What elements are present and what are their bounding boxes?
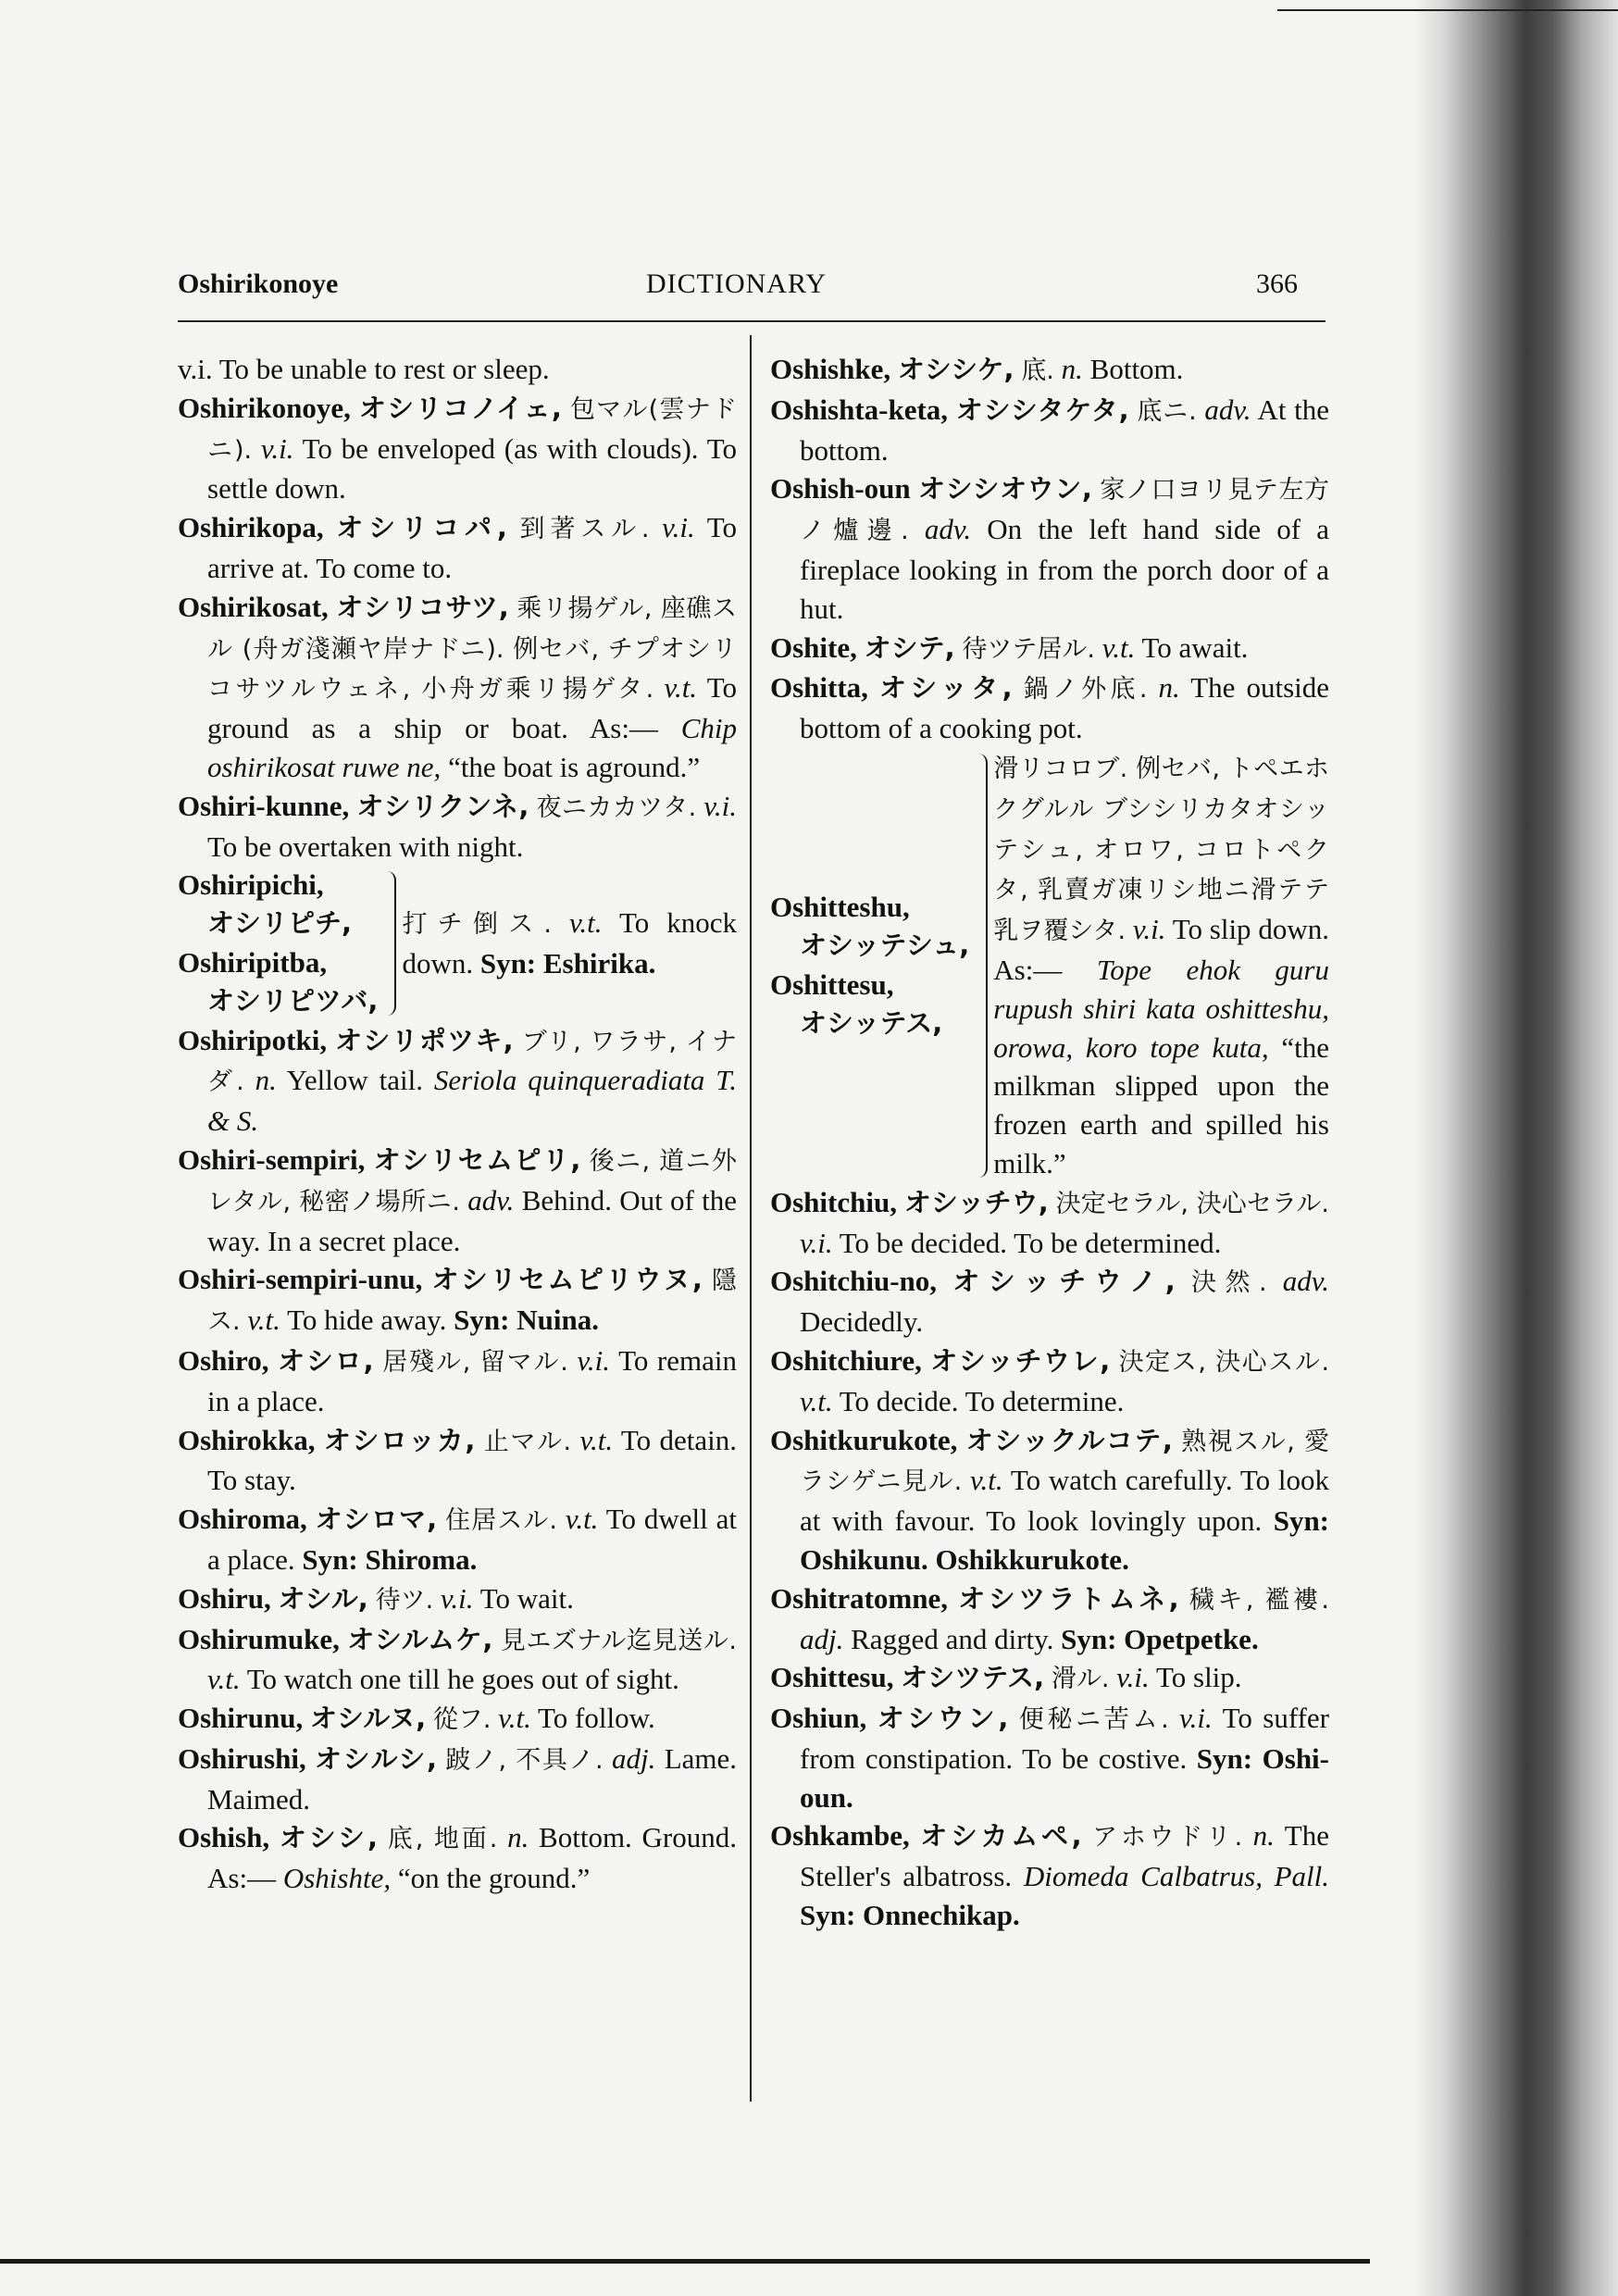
entry-definition: Lame. Maimed. — [207, 1741, 738, 1816]
entry-headword: Oshiripotki, — [178, 1023, 328, 1056]
entry-definition: To arrive at. To come to. — [207, 511, 738, 584]
entry-headword: Oshittesu, — [770, 1661, 894, 1694]
entry-japanese-gloss: 隱ス. — [207, 1267, 738, 1337]
top-edge-rule — [1277, 9, 1618, 11]
entry-definition: Ragged and dirty. — [851, 1622, 1054, 1655]
entry-synonym: Syn: Onnechikap. — [800, 1899, 1020, 1932]
group-katakana: オシリピツバ, — [207, 984, 379, 1017]
group-headword: Oshiripichi, — [178, 868, 324, 902]
entry-synonym: Syn: Nuina. — [454, 1304, 599, 1337]
entry-katakana: オシテ, — [864, 631, 955, 664]
entry-definition: To wait. — [479, 1581, 574, 1615]
entry-part-of-speech: adv. — [924, 513, 972, 546]
entry-katakana: オシッチウ, — [903, 1186, 1049, 1218]
entry-part-of-speech: v.t. — [664, 671, 698, 705]
group-definition — [993, 748, 1329, 1183]
dictionary-entry — [770, 629, 1329, 669]
entry-example-gloss: “the boat is aground.” — [448, 750, 701, 783]
entry-headword: Oshitchiure, — [770, 1343, 922, 1377]
group-definition — [402, 904, 737, 983]
entry-part-of-speech: v.t. — [800, 1384, 833, 1417]
entry-katakana: オシツテス, — [901, 1662, 1045, 1694]
entry-headword: Oshish, — [178, 1821, 270, 1854]
entry-definition: At the bottom. — [800, 393, 1330, 467]
entry-part-of-speech: n. — [1252, 1819, 1275, 1853]
entry-katakana: オシルシ, — [315, 1742, 437, 1775]
group-example: Tope ehok guru rupush shiri kata oshitteshu, orowa, koro tope kuta, — [993, 953, 1329, 1064]
entry-japanese-gloss: 熟視スル, 愛ラシゲニ見ル. — [800, 1427, 1330, 1497]
entry-definition: To be decided. To be determined. — [839, 1226, 1222, 1259]
dictionary-entry — [770, 469, 1329, 628]
entry-katakana: オシシケ, — [897, 354, 1014, 385]
entry-headword: Oshiru, — [178, 1581, 271, 1615]
entry-katakana: オシリコパ, — [336, 512, 507, 544]
entry-headword: Oshkambe, — [770, 1819, 910, 1853]
entry-japanese-gloss: 決然. — [1190, 1268, 1267, 1298]
entry-part-of-speech: v.i. — [703, 789, 737, 822]
dictionary-entry — [770, 1183, 1329, 1263]
entry-japanese-gloss: 待ツテ居ル. — [962, 634, 1095, 664]
entry-definition: The Steller's albatross. — [800, 1819, 1329, 1893]
entry-katakana: オシルヌ, — [310, 1703, 427, 1735]
entry-synonym: Syn: Oshikunu. Oshikkurukote. — [800, 1504, 1330, 1576]
entry-part-of-speech: v.i. — [1116, 1661, 1150, 1694]
entry-katakana: オシロッカ, — [323, 1424, 476, 1456]
entry-definition: To await. — [1141, 630, 1249, 664]
entry-katakana: オシリクンネ, — [356, 790, 529, 822]
entry-part-of-speech: v.i. — [662, 511, 695, 544]
entry-japanese-gloss: 後ニ, 道ニ外レタル, 秘密ノ場所ニ. — [207, 1146, 738, 1217]
entry-japanese-gloss: 夜ニカカツタ. — [536, 792, 697, 822]
entry-japanese-gloss: 從フ. — [432, 1705, 492, 1735]
left-column — [178, 350, 737, 1898]
column-divider — [750, 335, 752, 2102]
dictionary-entry — [178, 1500, 737, 1579]
entry-headword: Oshiroma, — [178, 1503, 307, 1536]
entry-katakana: オシル, — [278, 1582, 368, 1615]
right-column — [770, 350, 1329, 1935]
entry-definition: To ground as a ship or boat. As:— — [207, 671, 738, 745]
entry-part-of-speech: v.i. — [1179, 1702, 1213, 1735]
entry-definition: To dwell at a place. — [207, 1503, 737, 1576]
dictionary-entry — [770, 391, 1329, 470]
entry-headword: Oshitkurukote, — [770, 1423, 958, 1456]
group-headword: Oshittesu, — [770, 967, 894, 1001]
entry-example-gloss: “on the ground.” — [397, 1862, 591, 1895]
entry-part-of-speech: v.t. — [207, 1663, 241, 1696]
dictionary-entry — [770, 668, 1329, 748]
entry-headword: Oshishke, — [770, 353, 891, 385]
entry-japanese-gloss: 待ツ. — [375, 1585, 434, 1615]
entry-definition: Decidedly. — [800, 1305, 924, 1339]
entry-japanese-gloss: 底. — [1021, 356, 1054, 385]
entry-scientific-name: Diomeda Calbatrus, Pall. — [1023, 1860, 1330, 1893]
entry-katakana: オシックルコテ, — [965, 1424, 1173, 1456]
entry-japanese-gloss: 鍋ノ外底. — [1023, 675, 1148, 705]
bracketed-entry-group — [770, 748, 1329, 1183]
dictionary-entry — [178, 1421, 737, 1501]
entry-japanese-gloss: 滑ル. — [1051, 1665, 1110, 1694]
entry-headword: Oshirokka, — [178, 1423, 316, 1456]
entry-synonym: Syn: Opetpetke. — [1061, 1622, 1259, 1655]
entry-definition: To suffer from constipation. To be costive. — [800, 1702, 1329, 1775]
group-synonym: Syn: Eshirika. — [479, 946, 656, 980]
entry-headword: Oshirumuke, — [178, 1622, 340, 1655]
entry-japanese-gloss: 穢キ, 襤褸. — [1189, 1585, 1330, 1615]
entry-headword: Oshiro, — [178, 1343, 269, 1377]
entry-katakana: オシッチウノ, — [952, 1266, 1176, 1298]
dictionary-entry — [178, 1341, 737, 1421]
entry-katakana: オシツラトムネ, — [958, 1582, 1179, 1615]
dictionary-entry — [770, 350, 1329, 391]
entry-definition: To slip. — [1155, 1661, 1242, 1694]
dictionary-entry — [178, 350, 737, 389]
entry-headword: Oshitchiu-no, — [770, 1265, 938, 1298]
group-japanese-gloss: 打チ倒ス. — [402, 910, 552, 940]
dictionary-entry — [770, 1699, 1329, 1816]
entry-part-of-speech: v.t. — [565, 1503, 599, 1536]
entry-japanese-gloss: 包マル(雲ナドニ). — [207, 394, 737, 465]
entry-definition: The outside bottom of a cooking pot. — [800, 671, 1330, 745]
entry-part-of-speech: adv. — [1282, 1265, 1329, 1298]
entry-katakana: オシロ, — [278, 1344, 374, 1377]
entry-part-of-speech: v.t. — [498, 1702, 531, 1735]
entry-japanese-gloss: 到著スル. — [519, 515, 650, 544]
dictionary-entry — [770, 1341, 1329, 1421]
entry-part-of-speech: adv. — [467, 1183, 515, 1217]
dictionary-entry — [178, 1260, 737, 1341]
entry-headword: Oshirikopa, — [178, 511, 324, 544]
bracketed-entry-group — [178, 866, 737, 1020]
group-headword: Oshitteshu, — [770, 891, 910, 924]
entry-synonym: Syn: Oshi-oun. — [800, 1741, 1329, 1814]
entry-katakana: オシシ, — [279, 1822, 379, 1854]
entry-japanese-gloss: 便秘ニ苦ム. — [1018, 1705, 1169, 1735]
entry-part-of-speech: v.t. — [1101, 630, 1136, 664]
entry-part-of-speech: v.t. — [247, 1304, 280, 1337]
dictionary-entry — [178, 1021, 737, 1141]
entry-synonym: Syn: Shiroma. — [302, 1542, 478, 1576]
entry-katakana: オシリコサツ, — [336, 591, 509, 623]
entry-part-of-speech: adj. — [800, 1622, 844, 1655]
entry-part-of-speech: adj. — [611, 1741, 656, 1775]
entry-headword: Oshitratomne, — [770, 1581, 949, 1615]
entry-part-of-speech: v.i. — [800, 1226, 833, 1259]
entry-part-of-speech: n. — [255, 1064, 277, 1097]
header-headword: Oshirikonoye — [178, 268, 339, 299]
entry-japanese-gloss: 跛ノ, 不具ノ. — [445, 1745, 604, 1775]
dictionary-entry — [770, 1579, 1329, 1659]
group-katakana: オシリピチ, — [207, 907, 353, 940]
entry-japanese-gloss: 底ニ. — [1137, 396, 1197, 426]
entry-scientific-name: Seriola quinqueradiata T. & S. — [207, 1064, 737, 1138]
entry-headword: Oshiri-sempiri, — [178, 1142, 366, 1176]
group-headword: Oshiripitba, — [178, 945, 328, 979]
dictionary-entry — [178, 389, 737, 508]
entry-part-of-speech: v.i. — [260, 431, 294, 465]
dictionary-entry — [770, 1421, 1329, 1579]
page-number: 366 — [1256, 268, 1298, 299]
entry-definition: To follow. — [538, 1702, 655, 1735]
entry-part-of-speech: n. — [1061, 353, 1083, 385]
entry-headword: Oshirikosat, — [178, 590, 329, 623]
group-katakana: オシッテス, — [800, 1006, 943, 1039]
entry-japanese-gloss: 底, 地面. — [387, 1825, 498, 1854]
entry-japanese-gloss: 見エズナル迄見送ル. — [500, 1626, 738, 1655]
entry-headword: Oshirikonoye, — [178, 391, 351, 424]
entry-part-of-speech: v.t. — [579, 1423, 614, 1456]
entry-continuation: v.i. To be unable to rest or sleep. — [178, 353, 550, 385]
entry-headword: Oshitchiu, — [770, 1185, 897, 1218]
entry-katakana: オシリポツキ, — [335, 1024, 514, 1056]
entry-definition: Bottom. Ground. As:— — [207, 1821, 737, 1895]
entry-katakana: オシリセムピリ, — [373, 1143, 581, 1176]
running-header — [178, 268, 1326, 311]
entry-headword: Oshiri-sempiri-unu, — [178, 1263, 423, 1296]
entry-katakana: オシウン, — [877, 1703, 1009, 1735]
brace-bracket — [973, 754, 988, 1178]
entry-japanese-gloss: 決定セラル, 決心セラル. — [1055, 1189, 1329, 1218]
entry-definition: Yellow tail. — [286, 1064, 423, 1097]
entry-japanese-gloss: 住居スル. — [444, 1506, 557, 1536]
entry-katakana: オシロマ, — [315, 1504, 438, 1536]
entry-part-of-speech: v.i. — [577, 1343, 611, 1377]
entry-japanese-gloss: 決定ス, 決心スル. — [1118, 1347, 1330, 1377]
entry-japanese-gloss: 止マル. — [483, 1427, 572, 1456]
entry-definition: To be enveloped (as with clouds). To settle down. — [207, 431, 737, 505]
dictionary-entry — [178, 508, 737, 588]
entry-example: Chip oshirikosat ruwe ne, — [207, 712, 737, 783]
entry-headword: Oshish-oun — [770, 472, 911, 505]
entry-definition: To decide. To determine. — [839, 1384, 1125, 1417]
entry-example: Oshishte, — [282, 1862, 392, 1895]
group-definition-text: To slip down. As:— — [993, 913, 1329, 986]
group-example-gloss: “the milkman slipped upon the frozen earth and spilled his milk.” — [993, 1030, 1329, 1179]
entry-part-of-speech: v.t. — [970, 1464, 1003, 1497]
entry-definition: To watch one till he goes out of sight. — [246, 1663, 679, 1696]
entry-japanese-gloss: 乘リ揚ゲル, 座礁スル (舟ガ淺瀬ヤ岸ナドニ). 例セバ, チプオシリコサツルウェネ, 小舟ガ乘リ揚ゲタ. — [207, 593, 738, 705]
dictionary-entry — [178, 1579, 737, 1620]
entry-part-of-speech: adv. — [1204, 393, 1251, 426]
entry-headword: Oshirunu, — [178, 1702, 304, 1735]
entry-headword: Oshirushi, — [178, 1741, 306, 1775]
group-part-of-speech: v.t. — [568, 906, 603, 940]
entry-japanese-gloss: 居殘ル, 留マル. — [382, 1347, 568, 1377]
entry-katakana: オシリコノイェ, — [358, 392, 562, 424]
entry-part-of-speech: v.i. — [440, 1581, 474, 1615]
group-definition-text: To knock down. — [402, 906, 738, 980]
group-katakana: オシッテシュ, — [800, 930, 970, 962]
brace-bracket — [381, 871, 396, 1015]
entry-definition: On the left hand side of a fireplace looking in from the porch door of a hut. — [800, 513, 1330, 625]
entry-part-of-speech: n. — [507, 1821, 529, 1854]
dictionary-entry — [178, 1699, 737, 1740]
group-part-of-speech: v.i. — [1132, 913, 1166, 946]
entry-headword: Oshiri-kunne, — [178, 789, 350, 822]
entry-headword: Oshitta, — [770, 671, 868, 705]
entry-japanese-gloss: ブリ, ワラサ, イナダ. — [207, 1027, 738, 1097]
header-rule — [178, 320, 1326, 322]
dictionary-entry — [178, 1818, 737, 1898]
group-japanese-gloss: 滑リコロブ. 例セバ, トペエホクグルル ブシシリカタオシッテシュ, オロワ, コロトペクタ, 乳賣ガ凍リシ地ニ滑テテ乳ヲ覆シタ. — [993, 754, 1329, 946]
entry-headword: Oshishta-keta, — [770, 393, 949, 426]
entry-definition: To hide away. — [287, 1304, 447, 1337]
entry-definition: To watch carefully. To look at with favour. To look lovingly upon. — [800, 1464, 1329, 1538]
dictionary-entry — [178, 787, 737, 867]
entry-definition: To be overtaken with night. — [207, 830, 524, 863]
entry-definition: Behind. Out of the way. In a secret place. — [207, 1183, 738, 1257]
header-title: DICTIONARY — [646, 268, 827, 299]
dictionary-entry — [770, 1658, 1329, 1699]
entry-katakana: オシリセムピリウヌ, — [431, 1264, 703, 1296]
group-headwords — [178, 866, 378, 1020]
dictionary-entry — [178, 1141, 737, 1260]
entry-katakana: オシカムペ, — [920, 1820, 1082, 1853]
entry-katakana: オシッタ, — [878, 672, 1013, 705]
dictionary-entry — [178, 1620, 737, 1700]
entry-headword: Oshite, — [770, 630, 857, 664]
entry-katakana: オシルムケ, — [347, 1623, 493, 1655]
entry-katakana: オシッチウレ, — [930, 1344, 1111, 1377]
entry-katakana: オシシオウン, — [918, 473, 1092, 505]
group-headwords — [770, 888, 969, 1042]
dictionary-entry — [178, 1740, 737, 1819]
page-binding-shadow — [1414, 0, 1618, 2296]
entry-japanese-gloss: 家ノ口ヨリ見テ左方ノ爐邊. — [800, 476, 1330, 546]
entry-japanese-gloss: アホウドリ. — [1092, 1823, 1243, 1853]
entry-part-of-speech: n. — [1158, 671, 1180, 705]
entry-definition: To detain. To stay. — [207, 1423, 738, 1497]
entry-katakana: オシシタケタ, — [955, 393, 1129, 426]
dictionary-entry — [770, 1262, 1329, 1341]
dictionary-entry — [770, 1816, 1329, 1934]
entry-definition: To remain in a place. — [207, 1343, 737, 1417]
entry-headword: Oshiun, — [770, 1702, 867, 1735]
entry-definition: Bottom. — [1089, 353, 1184, 385]
dictionary-entry — [178, 588, 737, 787]
bottom-edge-rule — [0, 2259, 1370, 2264]
